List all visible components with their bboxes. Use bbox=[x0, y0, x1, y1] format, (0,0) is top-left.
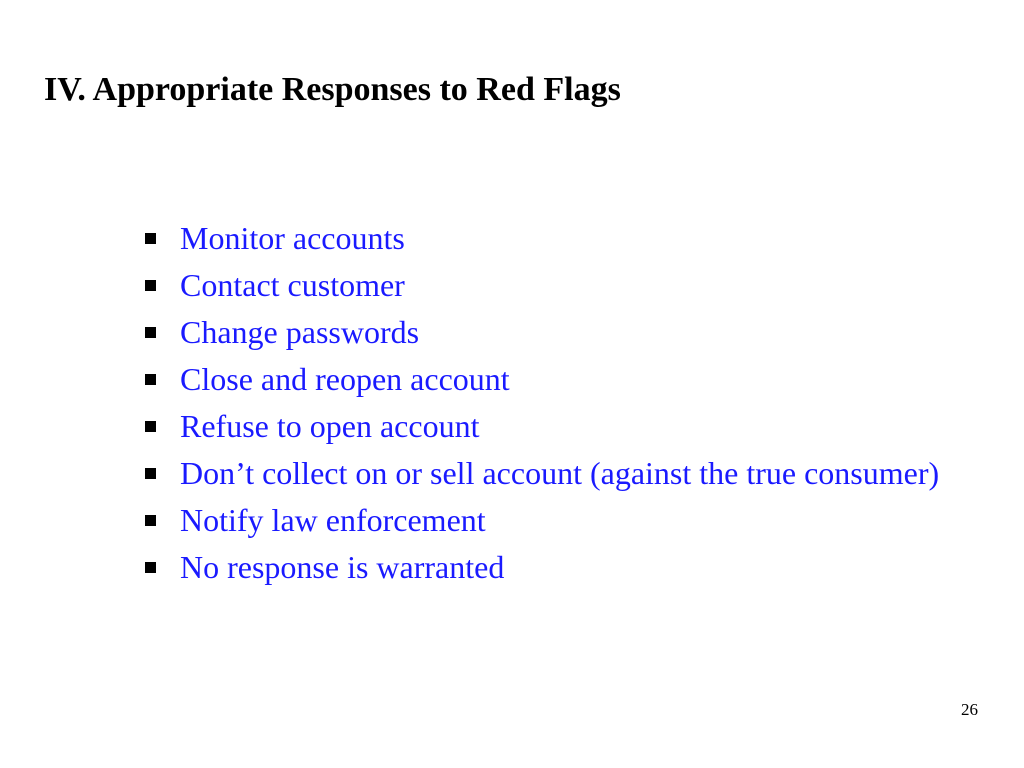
list-item bbox=[144, 267, 964, 303]
list-item bbox=[144, 549, 964, 585]
square-bullet-icon bbox=[145, 515, 156, 526]
bullet-text: Contact customer bbox=[180, 267, 405, 303]
bullet-text: Notify law enforcement bbox=[180, 502, 486, 538]
slide-title: IV. Appropriate Responses to Red Flags bbox=[44, 71, 621, 108]
list-item bbox=[144, 361, 964, 397]
list-item bbox=[144, 455, 964, 491]
bullet-text: Change passwords bbox=[180, 314, 420, 350]
bullet-text: Close and reopen account bbox=[180, 361, 510, 397]
bullet-text: Monitor accounts bbox=[180, 220, 405, 256]
list-item bbox=[144, 314, 964, 350]
bullet-list bbox=[144, 220, 964, 596]
list-item bbox=[144, 408, 964, 444]
bullet-text: No response is warranted bbox=[180, 549, 505, 585]
square-bullet-icon bbox=[145, 374, 156, 385]
square-bullet-icon bbox=[145, 327, 156, 338]
bullet-text: Refuse to open account bbox=[180, 408, 480, 444]
list-item bbox=[144, 502, 964, 538]
square-bullet-icon bbox=[145, 468, 156, 479]
page-number: 26 bbox=[961, 700, 978, 719]
list-item bbox=[144, 220, 964, 256]
square-bullet-icon bbox=[145, 280, 156, 291]
square-bullet-icon bbox=[145, 233, 156, 244]
square-bullet-icon bbox=[145, 421, 156, 432]
bullet-text: Don’t collect on or sell account (against the true consumer) bbox=[180, 455, 940, 491]
square-bullet-icon bbox=[145, 562, 156, 573]
